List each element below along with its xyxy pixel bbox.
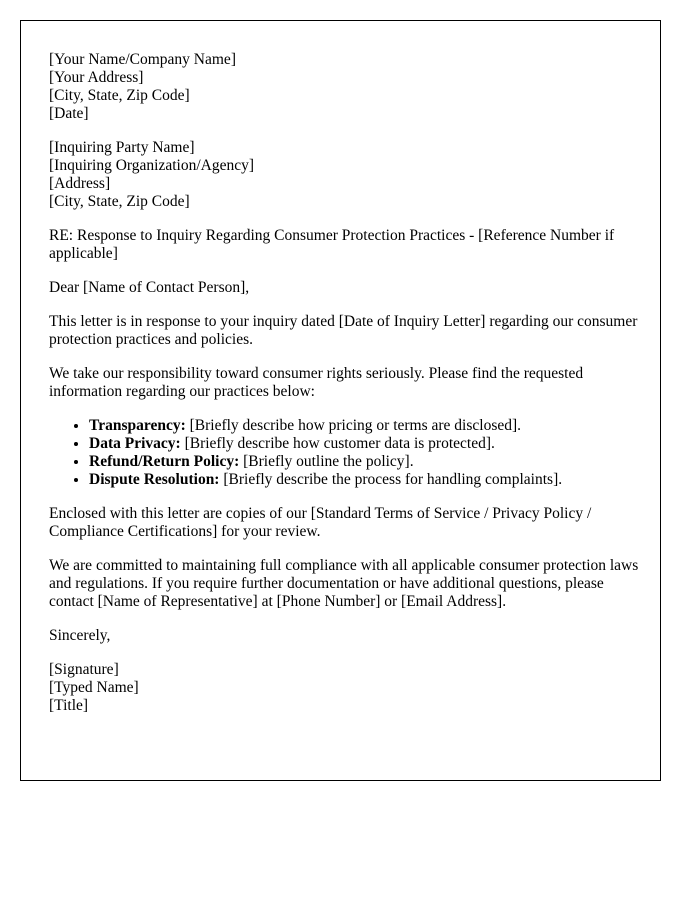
practice-text: [Briefly describe the process for handling complaints]. — [219, 471, 563, 488]
letter-date: [Date] — [49, 105, 89, 122]
commitment-paragraph: We are committed to maintaining full compliance with all applicable consumer protection laws and regulations. If you require further documentation or have additional questions, please contact [Name of Representative] at [Phone Number] or [Email Address]. — [49, 557, 639, 610]
letter-page — [20, 20, 661, 781]
practice-label: Dispute Resolution: — [89, 471, 220, 488]
practice-label: Transparency: — [89, 417, 186, 434]
sender-block — [49, 51, 639, 123]
list-item — [89, 417, 639, 435]
sender-city: [City, State, Zip Code] — [49, 87, 190, 104]
list-item — [89, 471, 639, 489]
practices-list — [49, 417, 639, 489]
signature: [Signature] — [49, 661, 119, 678]
letter-content — [49, 51, 639, 731]
list-item — [89, 435, 639, 453]
recipient-organization: [Inquiring Organization/Agency] — [49, 157, 255, 174]
recipient-address: [Address] — [49, 175, 111, 192]
responsibility-paragraph: We take our responsibility toward consumer rights seriously. Please find the requested information regarding our practices below: — [49, 365, 584, 400]
signature-block — [49, 661, 639, 715]
recipient-name: [Inquiring Party Name] — [49, 139, 195, 156]
practice-label: Refund/Return Policy: — [89, 453, 240, 470]
sender-name: [Your Name/Company Name] — [49, 51, 236, 68]
enclosed-paragraph: Enclosed with this letter are copies of our [Standard Terms of Service / Privacy Policy / Compliance Certifications] for your review. — [49, 505, 592, 540]
recipient-city: [City, State, Zip Code] — [49, 193, 190, 210]
subject-line: RE: Response to Inquiry Regarding Consumer Protection Practices - [Reference Number if applicable] — [49, 227, 615, 262]
list-item — [89, 453, 639, 471]
signer-title: [Title] — [49, 697, 89, 714]
intro-paragraph: This letter is in response to your inquiry dated [Date of Inquiry Letter] regarding our consumer protection practices and policies. — [49, 313, 638, 348]
sender-address: [Your Address] — [49, 69, 144, 86]
typed-name: [Typed Name] — [49, 679, 139, 696]
recipient-block — [49, 139, 639, 211]
closing: Sincerely, — [49, 627, 111, 644]
practice-text: [Briefly describe how pricing or terms are disclosed]. — [185, 417, 522, 434]
practice-text: [Briefly describe how customer data is protected]. — [180, 435, 495, 452]
practice-text: [Briefly outline the policy]. — [239, 453, 414, 470]
salutation: Dear [Name of Contact Person], — [49, 279, 250, 296]
practice-label: Data Privacy: — [89, 435, 181, 452]
